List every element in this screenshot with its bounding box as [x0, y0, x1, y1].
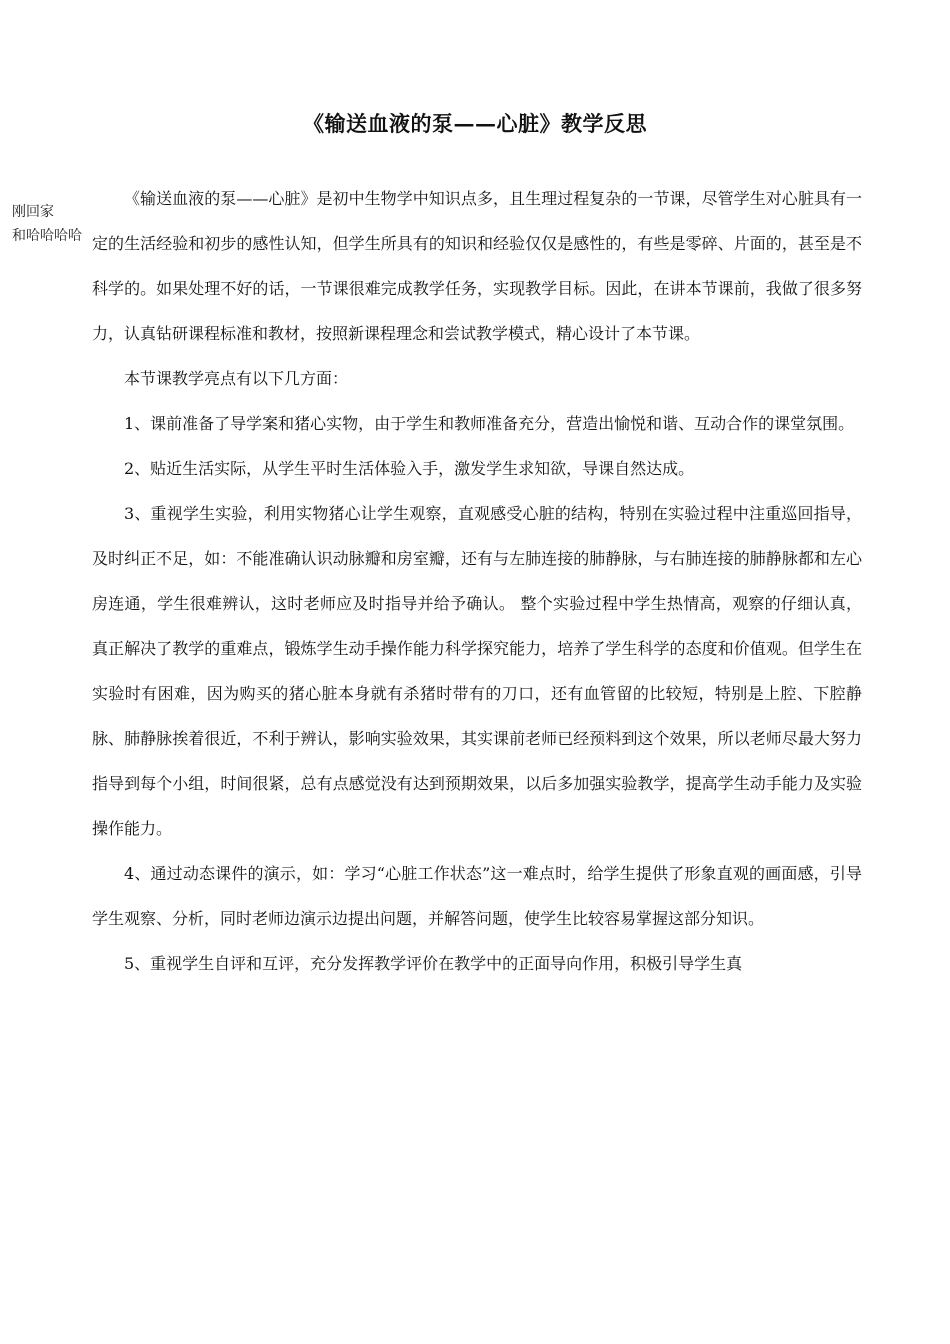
paragraph-point-2: 2、贴近生活实际，从学生平时生活体验入手，激发学生求知欲，导课自然达成。: [124, 459, 695, 478]
paragraph-highlights-heading: 本节课教学亮点有以下几方面：: [124, 369, 349, 388]
document-title: 《输送血液的泵——心脏》教学反思: [303, 111, 647, 136]
paragraph-point-1: 1、课前准备了导学案和猪心实物，由于学生和教师准备充分，营造出愉悦和谐、互动合作的课堂氛围。: [124, 414, 855, 433]
margin-note: [12, 200, 82, 248]
margin-note-line-1: 刚回家: [12, 204, 54, 220]
paragraph-intro: 《输送血液的泵——心脏》是初中生物学中知识点多，且生理过程复杂的一节课，尽管学生对心脏具有一定的生活经验和初步的感性认知，但学生所具有的知识和经验仅仅是感性的，有些是零碎、片面的，甚至是不科学的。如果处理不好的话，一节课很难完成教学任务，实现教学目标。因此，在讲本节课前，我做了很多努力，认真钻研课程标准和教材，按照新课程理念和尝试教学模式，精心设计了本节课。: [92, 189, 862, 343]
document-body: [92, 176, 862, 986]
paragraph-point-4: 4、通过动态课件的演示，如：学习“心脏工作状态”这一难点时，给学生提供了形象直观的画面感，引导学生观察、分析，同时老师边演示边提出问题，并解答问题，使学生比较容易掌握这部分知识。: [92, 864, 862, 928]
paragraph-point-3: 3、重视学生实验，利用实物猪心让学生观察，直观感受心脏的结构，特别在实验过程中注重巡回指导，及时纠正不足，如：不能准确认识动脉瓣和房室瓣，还有与左肺连接的肺静脉，与右肺连接的肺静脉都和左心房连通，学生很难辨认，这时老师应及时指导并给予确认。 整个实验过程中学生热情高，观察的仔细认真，真正解决了教学的重难点，锻炼学生动手操作能力科学探究能力，培养了学生科学的态度和价值观。但学生在实验时有困难，因为购买的猪心脏本身就有杀猪时带有的刀口，还有血管留的比较短，特别是上腔、下腔静脉、肺静脉挨着很近，不利于辨认，影响实验效果，其实课前老师已经预料到这个效果，所以老师尽最大努力指导到每个小组，时间很紧，总有点感觉没有达到预期效果，以后多加强实验教学，提高学生动手能力及实验操作能力。: [92, 504, 862, 838]
margin-note-line-2: 和哈哈哈哈: [12, 228, 82, 244]
paragraph-point-5: 5、重视学生自评和互评，充分发挥教学评价在教学中的正面导向作用，积极引导学生真: [124, 954, 743, 973]
